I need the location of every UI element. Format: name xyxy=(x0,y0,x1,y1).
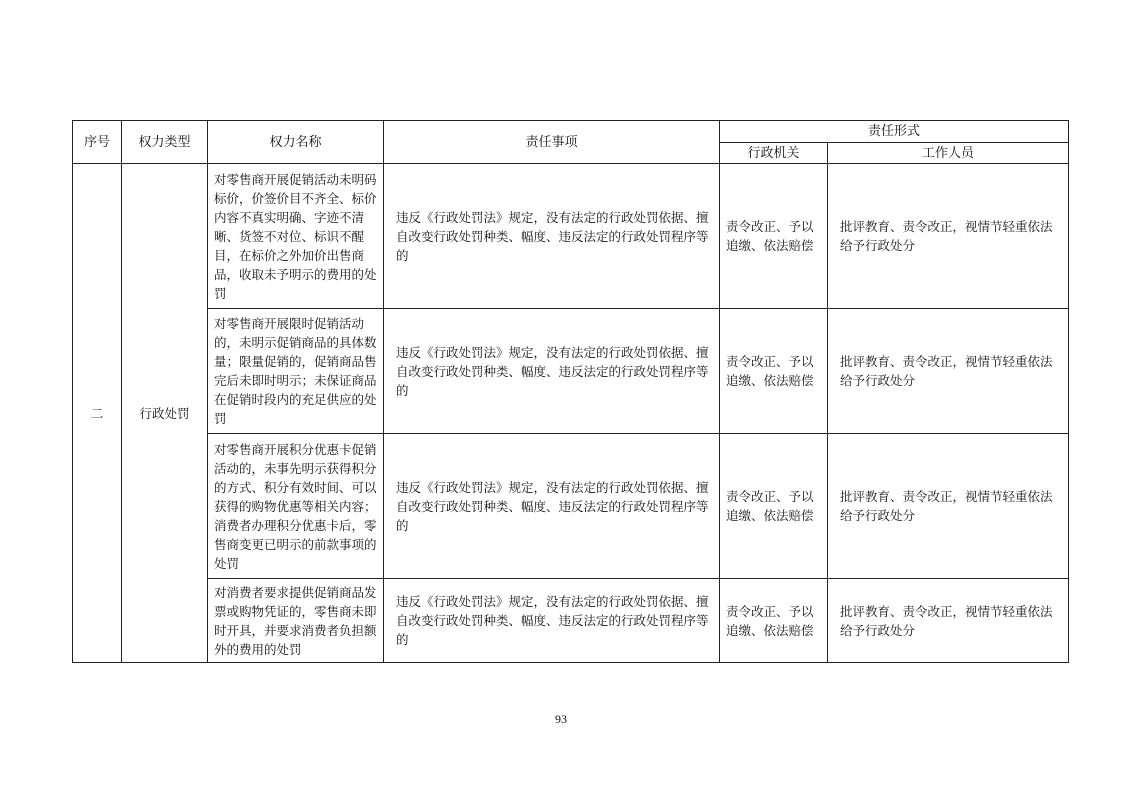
header-row-1 xyxy=(73,121,1069,143)
table-row xyxy=(73,309,1069,434)
staff-text: 批评教育、责令改正，视情节轻重依法给予行政处分 xyxy=(840,489,1053,523)
table-row xyxy=(73,579,1069,663)
staff-cell xyxy=(828,164,1069,309)
admin-cell xyxy=(720,579,828,663)
group-seq: 二 xyxy=(90,405,104,421)
duty-text: 违反《行政处罚法》规定，没有法定的行政处罚依据、擅自改变行政处罚种类、幅度、违反法定的行政处罚程序等的 xyxy=(396,594,709,647)
admin-cell xyxy=(720,164,828,309)
power-responsibility-table xyxy=(72,120,1069,663)
table-row xyxy=(73,434,1069,579)
staff-text: 批评教育、责令改正，视情节轻重依法给予行政处分 xyxy=(840,603,1053,638)
power-name: 对消费者要求提供促销商品发票或购物凭证的，零售商未即时开具，并要求消费者负担额外的费用的处罚 xyxy=(214,584,377,657)
staff-cell xyxy=(828,579,1069,663)
header-staff: 工作人员 xyxy=(828,143,1069,164)
header-duty-items: 责任事项 xyxy=(384,121,720,164)
staff-cell xyxy=(828,434,1069,579)
power-name: 对零售商开展限时促销活动的，未明示促销商品的具体数量；限量促销的，促销商品售完后未即时明示；未保证商品在促销时段内的充足供应的处罚 xyxy=(214,316,377,426)
duty-text: 违反《行政处罚法》规定，没有法定的行政处罚依据、擅自改变行政处罚种类、幅度、违反法定的行政处罚程序等的 xyxy=(396,344,709,398)
admin-cell xyxy=(720,309,828,434)
duty-cell xyxy=(384,164,720,309)
duty-text: 违反《行政处罚法》规定，没有法定的行政处罚依据、擅自改变行政处罚种类、幅度、违反法定的行政处罚程序等的 xyxy=(396,479,709,533)
admin-text: 责令改正、予以追缴、依法赔偿 xyxy=(726,603,814,638)
group-power-type-cell xyxy=(122,164,208,663)
staff-text: 批评教育、责令改正，视情节轻重依法给予行政处分 xyxy=(840,219,1053,253)
duty-cell xyxy=(384,309,720,434)
staff-text: 批评教育、责令改正，视情节轻重依法给予行政处分 xyxy=(840,354,1053,388)
header-admin-org: 行政机关 xyxy=(720,143,828,164)
admin-text: 责令改正、予以追缴、依法赔偿 xyxy=(726,354,814,388)
power-name-cell xyxy=(208,434,384,579)
staff-cell xyxy=(828,309,1069,434)
header-power-name: 权力名称 xyxy=(208,121,384,164)
duty-text: 违反《行政处罚法》规定，没有法定的行政处罚依据、擅自改变行政处罚种类、幅度、违反法定的行政处罚程序等的 xyxy=(396,209,709,263)
power-name-cell xyxy=(208,309,384,434)
header-duty-form: 责任形式 xyxy=(720,121,1069,143)
duty-cell xyxy=(384,579,720,663)
group-seq-cell xyxy=(73,164,122,663)
admin-cell xyxy=(720,434,828,579)
duty-cell xyxy=(384,434,720,579)
table-row xyxy=(73,164,1069,309)
admin-text: 责令改正、予以追缴、依法赔偿 xyxy=(726,219,814,253)
power-name: 对零售商开展促销活动未明码标价，价签价目不齐全、标价内容不真实明确、字迹不清晰、货签不对位、标识不醒目，在标价之外加价出售商品，收取未予明示的费用的处罚 xyxy=(214,171,377,301)
page-number: 93 xyxy=(555,712,567,726)
power-name: 对零售商开展积分优惠卡促销活动的，未事先明示获得积分的方式、积分有效时间、可以获得的购物优惠等相关内容；消费者办理积分优惠卡后，零售商变更已明示的前款事项的处罚 xyxy=(214,441,377,571)
admin-text: 责令改正、予以追缴、依法赔偿 xyxy=(726,489,814,523)
header-power-type: 权力类型 xyxy=(122,121,208,164)
power-name-cell xyxy=(208,164,384,309)
group-power-type: 行政处罚 xyxy=(139,405,190,421)
header-seq: 序号 xyxy=(73,121,122,164)
power-name-cell xyxy=(208,579,384,663)
